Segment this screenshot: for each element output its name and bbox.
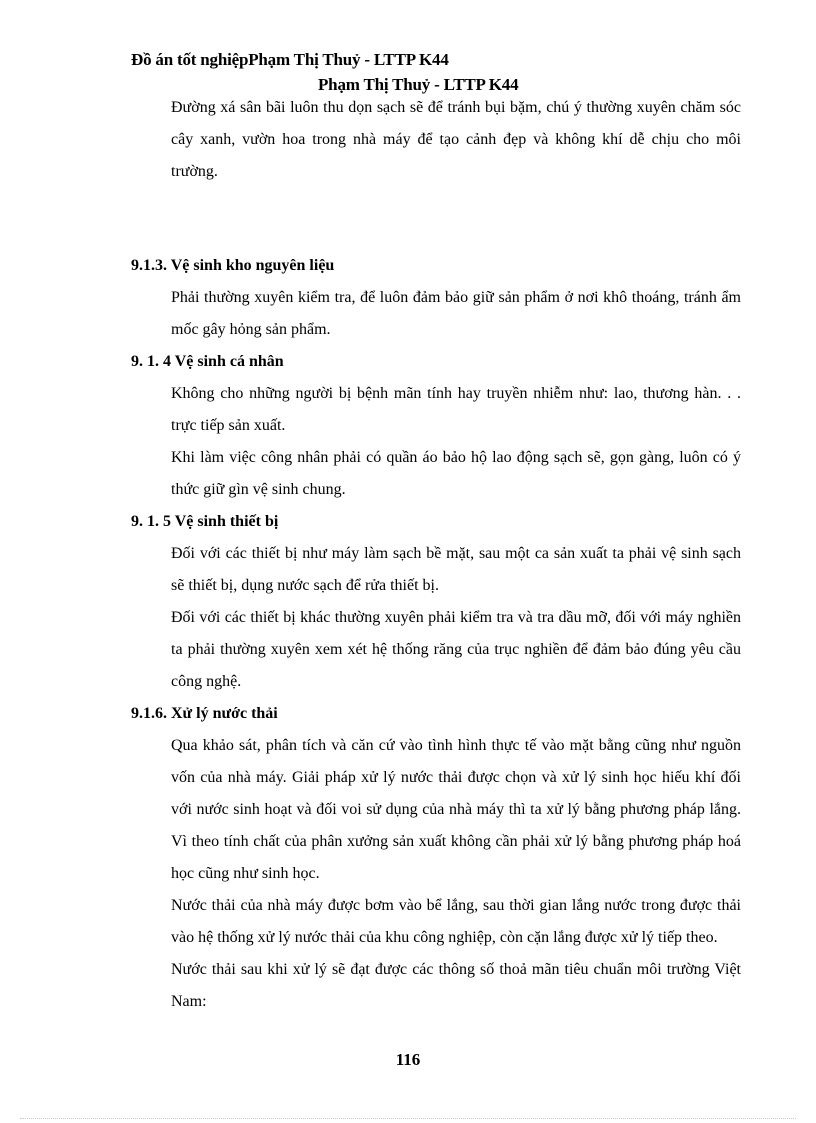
page-number: 116 (395, 1050, 421, 1069)
paragraph: Nước thải sau khi xử lý sẽ đạt được các thông số thoả mãn tiêu chuẩn môi trường Việt Nam: (171, 961, 741, 1010)
spacer (131, 188, 741, 250)
section-heading-9-1-5: 9. 1. 5 Vệ sinh thiết bị (131, 513, 279, 530)
paragraph: Phải thường xuyên kiểm tra, để luôn đảm bảo giữ sản phẩm ở nơi khô thoáng, tránh ẩm mốc gây hỏng sản phẩm. (171, 289, 741, 338)
page-content (131, 92, 741, 1018)
paragraph: Khi làm việc công nhân phải có quần áo bảo hộ lao động sạch sẽ, gọn gàng, luôn có ý thức giữ gìn vệ sinh chung. (171, 449, 741, 498)
paragraph: Đối với các thiết bị khác thường xuyên phải kiểm tra và tra dầu mỡ, đối với máy nghiền ta phải thường xuyên xem xét hệ thống răng của trục nghiền để đảm bảo đúng yêu cầu công nghệ. (171, 609, 741, 690)
section-heading-9-1-4: 9. 1. 4 Vệ sinh cá nhân (131, 353, 284, 370)
paragraph: Không cho những người bị bệnh mãn tính hay truyền nhiễm như: lao, thương hàn. . . trực tiếp sản xuất. (171, 385, 741, 434)
paragraph: Đối với các thiết bị như máy làm sạch bề mặt, sau một ca sản xuất ta phải vệ sinh sạch sẽ thiết bị, dụng nước sạch để rửa thiết bị. (171, 545, 741, 594)
running-header: Đồ án tốt nghiệpPhạm Thị Thuỷ - LTTP K44 (131, 50, 449, 69)
footer-divider (20, 1118, 796, 1119)
paragraph: Qua khảo sát, phân tích và căn cứ vào tình hình thực tế vào mặt bằng cũng như nguồn vốn của nhà máy. Giải pháp xử lý nước thải được chọn và xử lý sinh học hiếu khí đối với nước sinh hoạt và đối voi sử dụng của nhà máy thì ta xử lý bằng phương pháp lắng. Vì theo tính chất của phân xưởng sản xuất không cần phải xử lý bằng phương pháp hoá học cũng như sinh học. (171, 737, 741, 882)
paragraph-intro: Đường xá sân bãi luôn thu dọn sạch sẽ để tránh bụi bặm, chú ý thường xuyên chăm sóc cây xanh, vườn hoa trong nhà máy để tạo cảnh đẹp và không khí dễ chịu cho môi trường. (171, 99, 741, 180)
running-header-author: Phạm Thị Thuỷ - LTTP K44 (318, 75, 519, 94)
section-heading-9-1-3: 9.1.3. Vệ sinh kho nguyên liệu (131, 257, 335, 274)
paragraph: Nước thải của nhà máy được bơm vào bể lắng, sau thời gian lắng nước trong được thải vào hệ thống xử lý nước thải của khu công nghiệp, còn cặn lắng được xử lý tiếp theo. (171, 897, 741, 946)
section-heading-9-1-6: 9.1.6. Xử lý nước thải (131, 705, 278, 722)
